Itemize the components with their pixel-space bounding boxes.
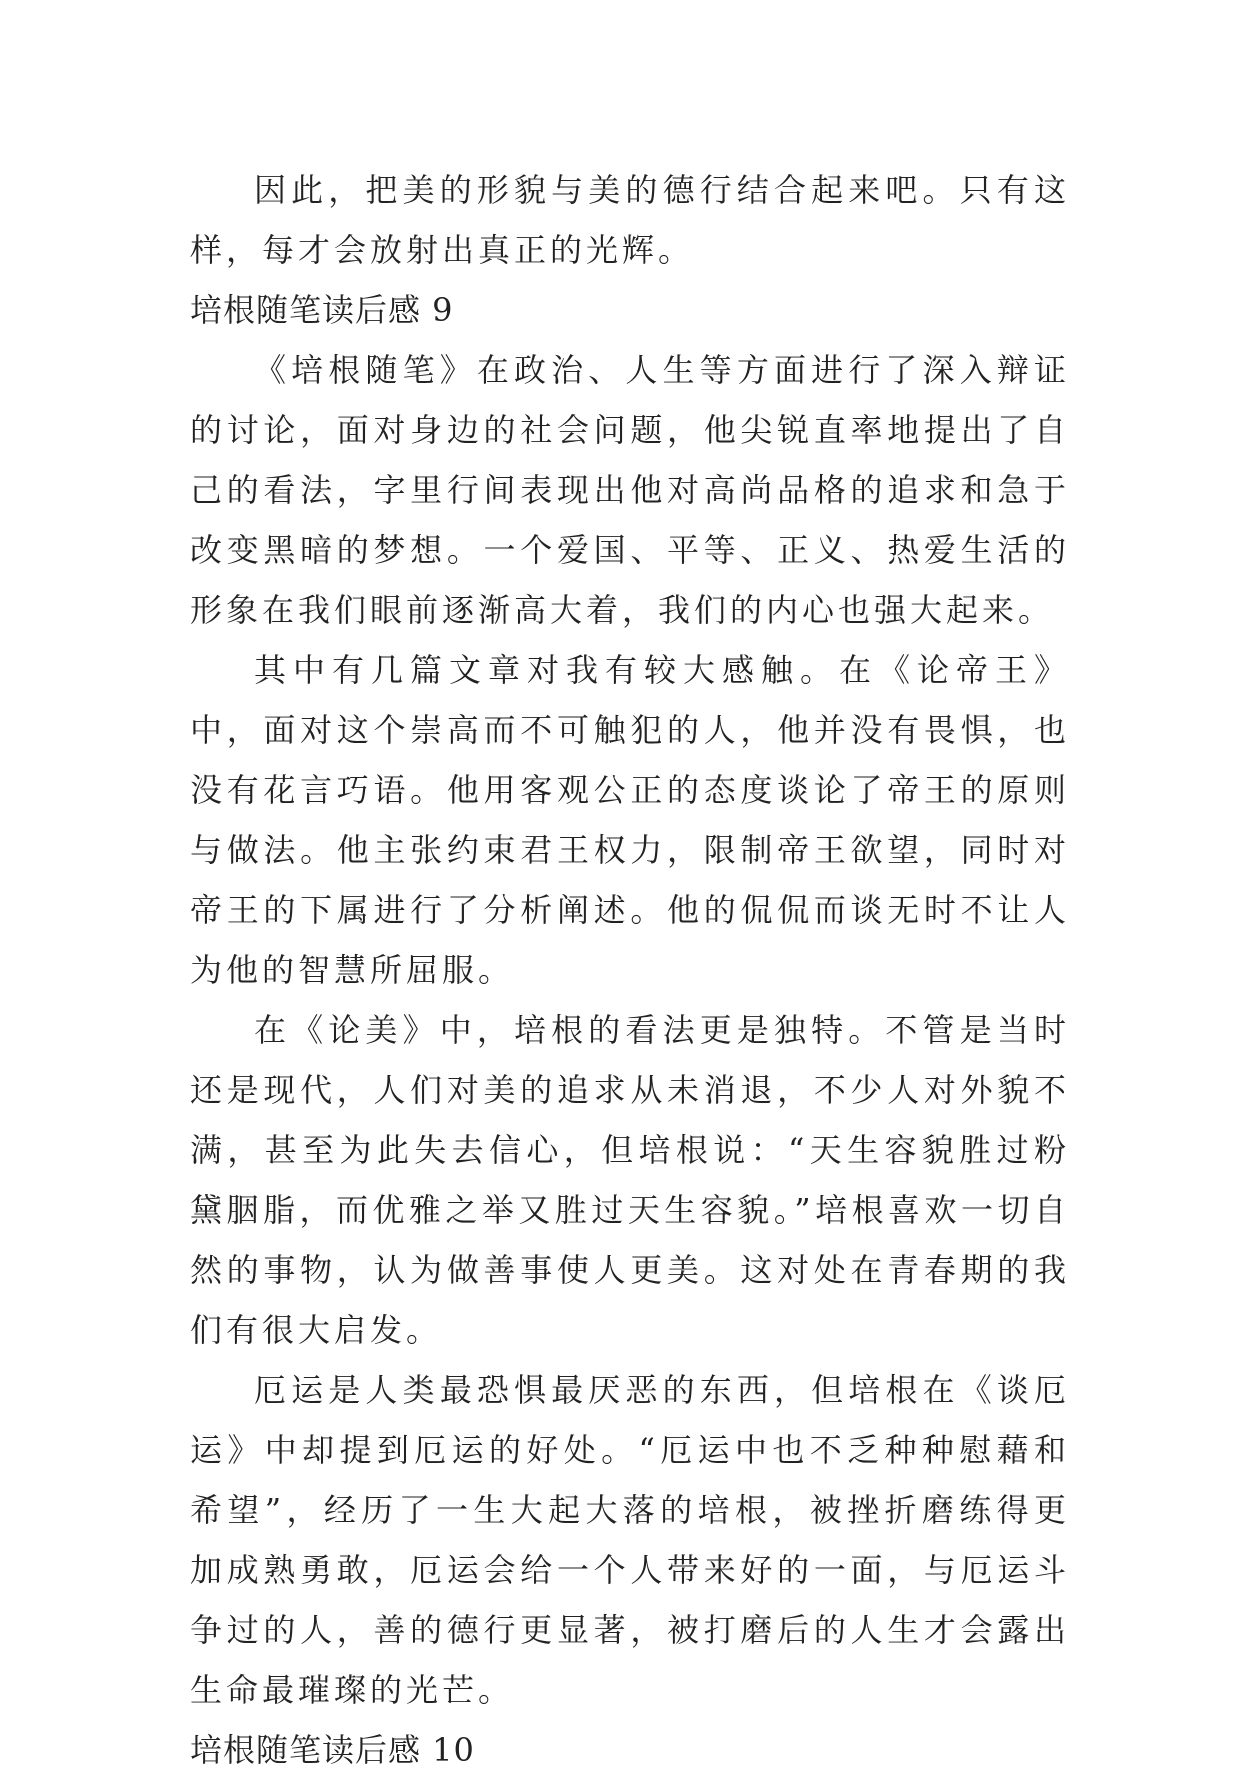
document-body bbox=[190, 160, 1070, 1780]
paragraph-closing-beauty: 因此，把美的形貌与美的德行结合起来吧。只有这样，每才会放射出真正的光辉。 bbox=[190, 171, 1070, 269]
paragraph-on-adversity: 厄运是人类最恐惧最厌恶的东西，但培根在《谈厄运》中却提到厄运的好处。“厄运中也不乏种种慰藉和希望”，经历了一生大起大落的培根，被挫折磨练得更加成熟勇敢，厄运会给一个人带来好的一面，与厄运斗争过的人，善的德行更显著，被打磨后的人生才会露出生命最璀璨的光芒。 bbox=[190, 1371, 1070, 1709]
section-heading-9: 培根随笔读后感 9 bbox=[190, 291, 454, 329]
paragraph-on-beauty: 在《论美》中，培根的看法更是独特。不管是当时还是现代，人们对美的追求从未消退，不少人对外貌不满，甚至为此失去信心，但培根说：“天生容貌胜过粉黛胭脂，而优雅之举又胜过天生容貌。”培根喜欢一切自然的事物，认为做善事使人更美。这对处在青春期的我们有很大启发。 bbox=[190, 1011, 1070, 1349]
paragraph-intro: 《培根随笔》在政治、人生等方面进行了深入辩证的讨论，面对身边的社会问题，他尖锐直率地提出了自己的看法，字里行间表现出他对高尚品格的追求和急于改变黑暗的梦想。一个爱国、平等、正义、热爱生活的形象在我们眼前逐渐高大着，我们的内心也强大起来。 bbox=[190, 351, 1070, 629]
section-heading-10: 培根随笔读后感 10 bbox=[190, 1731, 475, 1769]
paragraph-on-kings: 其中有几篇文章对我有较大感触。在《论帝王》中，面对这个崇高而不可触犯的人，他并没有畏惧，也没有花言巧语。他用客观公正的态度谈论了帝王的原则与做法。他主张约束君王权力，限制帝王欲望，同时对帝王的下属进行了分析阐述。他的侃侃而谈无时不让人为他的智慧所屈服。 bbox=[190, 651, 1070, 989]
